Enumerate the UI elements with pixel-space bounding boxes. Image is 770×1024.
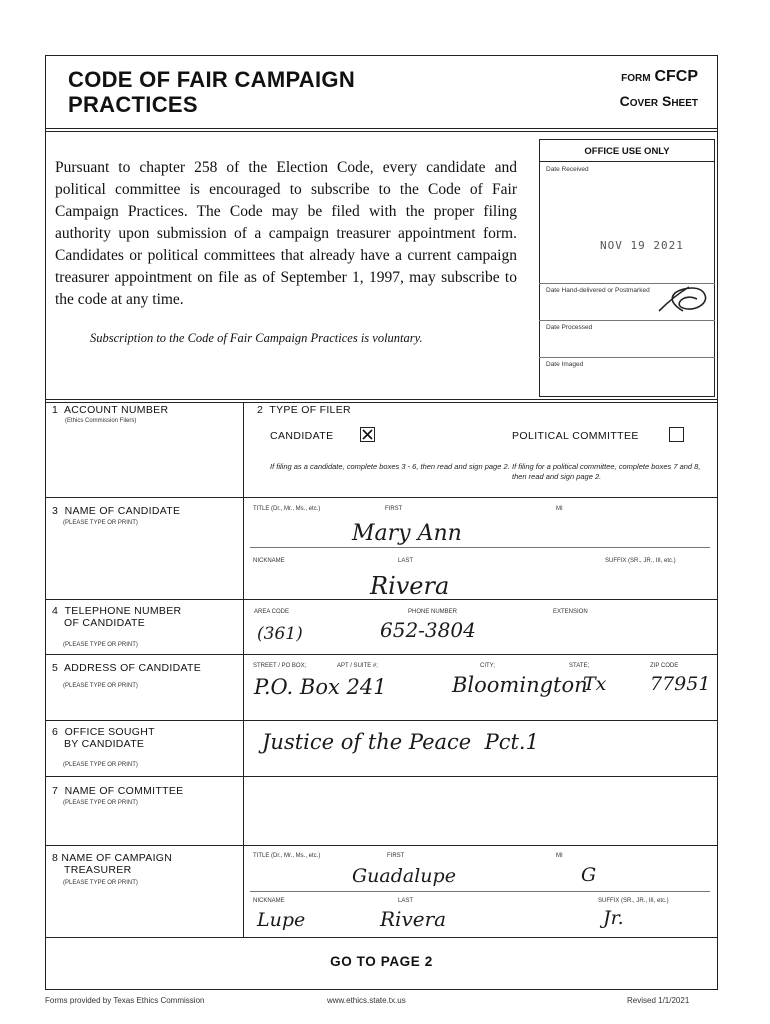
office-use-divider-4 [539,357,715,358]
section-4-label [52,605,181,629]
area-code-value[interactable]: (361) [257,624,303,644]
treasurer-suffix-label: SUFFIX (SR., JR., III, etc.) [598,898,669,904]
candidate-mi-label: MI [556,506,563,512]
treasurer-last-value[interactable]: Rivera [380,907,447,931]
street-label: STREET / PO BOX; [253,663,307,669]
section-2-label [257,404,351,416]
office-sought-value[interactable]: Justice of the Peace Pct.1 [262,730,539,754]
header-divider-2 [45,131,718,132]
zip-label: ZIP CODE [650,663,679,669]
date-received-label: Date Received [546,166,589,173]
section-7-title: NAME OF COMMITTEE [64,785,184,797]
voluntary-note: Subscription to the Code of Fair Campaign Practices is voluntary. [90,331,423,345]
section-4-number: 4 [52,605,59,617]
go-to-page-2: GO TO PAGE 2 [330,954,433,969]
committee-note: If filing for a political committee, complete boxes 7 and 8, then read and sign page 2. [512,462,701,481]
cover-sheet-label: Cover Sheet [619,93,698,109]
section-8-title-line1: NAME OF CAMPAIGN [61,852,173,864]
grid-column-divider [243,402,244,937]
candidate-checkbox[interactable] [360,427,375,442]
city-label: CITY; [480,663,495,669]
extension-label: EXTENSION [553,609,588,615]
committee-option-label: POLITICAL COMMITTEE [512,430,639,442]
section-2-number: 2 [257,404,264,416]
office-use-divider [539,161,715,162]
grid-line-5 [45,720,718,721]
candidate-title-label: TITLE (Dr., Mr., Ms., etc.) [253,506,321,512]
zip-value[interactable]: 77951 [650,673,711,695]
office-use-box [539,139,715,397]
section-5-title: ADDRESS OF CANDIDATE [64,662,202,674]
section-2-title: TYPE OF FILER [269,404,351,416]
section-8-title-line2: TREASURER [64,864,132,876]
state-value[interactable]: Tx [583,673,607,695]
treasurer-nickname-label: NICKNAME [253,898,285,904]
section-1-title: ACCOUNT NUMBER [64,404,169,416]
form-code-value: CFCP [654,68,698,85]
section-3-title: NAME OF CANDIDATE [64,505,181,517]
candidate-last-label: LAST [398,558,414,564]
phone-label: PHONE NUMBER [408,609,458,615]
form-title [68,67,355,117]
treasurer-mi-label: MI [556,853,563,859]
checkmark-icon [361,428,374,441]
section-6-sub: (PLEASE TYPE OR PRINT) [63,762,138,768]
section-5-number: 5 [52,662,59,674]
grid-line-1 [45,399,718,400]
grid-line-7 [45,845,718,846]
treasurer-name-divider [250,891,710,892]
section-8-sub: (PLEASE TYPE OR PRINT) [63,880,138,886]
treasurer-first-label: FIRST [387,853,405,859]
form-prefix: FORM [621,73,651,84]
form-title-line2: PRACTICES [68,92,198,117]
date-imaged-label: Date Imaged [546,361,584,368]
section-5-label [52,662,201,674]
section-4-title-line2: OF CANDIDATE [64,617,145,629]
treasurer-first-value[interactable]: Guadalupe [352,865,456,887]
section-3-sub: (PLEASE TYPE OR PRINT) [63,520,138,526]
candidate-note: If filing as a candidate, complete boxes 3 - 6, then read and sign page 2. [270,462,510,471]
section-3-number: 3 [52,505,59,517]
section-6-label [52,726,155,750]
candidate-name-divider [250,547,710,548]
candidate-suffix-label: SUFFIX (SR., JR., III, etc.) [605,558,676,564]
grid-line-8 [45,937,718,938]
footer-center: www.ethics.state.tx.us [327,996,406,1005]
candidate-last-value[interactable]: Rivera [370,572,450,600]
candidate-first-label: FIRST [385,506,403,512]
grid-line-2 [45,497,718,498]
section-3-label [52,505,180,517]
area-code-label: AREA CODE [254,609,290,615]
treasurer-last-label: LAST [398,898,414,904]
header-divider [45,128,718,129]
section-6-title-line2: BY CANDIDATE [64,738,145,750]
date-processed-label: Date Processed [546,324,593,331]
phone-value[interactable]: 652-3804 [380,618,476,642]
section-5-sub: (PLEASE TYPE OR PRINT) [63,683,138,689]
grid-line-6 [45,776,718,777]
date-hand-delivered-label: Date Hand-delivered or Postmarked [546,287,650,294]
section-1-sub: (Ethics Commission Filers) [65,418,137,424]
apt-label: APT / SUITE #; [337,663,378,669]
section-7-number: 7 [52,785,59,797]
section-8-label [52,852,172,876]
candidate-first-value[interactable]: Mary Ann [352,521,462,546]
section-7-label [52,785,183,797]
candidate-nickname-label: NICKNAME [253,558,285,564]
section-8-number: 8 [52,852,59,864]
candidate-option-label: CANDIDATE [270,430,334,442]
section-4-sub: (PLEASE TYPE OR PRINT) [63,642,138,648]
office-use-title: OFFICE USE ONLY [584,146,670,157]
section-6-title-line1: OFFICE SOUGHT [64,726,155,738]
received-stamp: NOV 19 2021 [600,239,684,252]
city-value[interactable]: Bloomington [452,673,588,697]
street-value[interactable]: P.O. Box 241 [254,675,387,699]
section-4-title-line1: TELEPHONE NUMBER [64,605,182,617]
form-title-line1: CODE OF FAIR CAMPAIGN [68,67,356,92]
grid-line-4 [45,654,718,655]
committee-checkbox[interactable] [669,427,684,442]
form-code [621,68,698,86]
state-label: STATE; [569,663,590,669]
treasurer-mi-value[interactable]: G [581,864,597,886]
section-7-sub: (PLEASE TYPE OR PRINT) [63,800,138,806]
grid-line-1b [45,402,718,403]
initials-scribble [655,281,710,319]
section-1-number: 1 [52,404,59,416]
footer-left: Forms provided by Texas Ethics Commission [45,996,205,1005]
treasurer-suffix-value[interactable]: Jr. [603,907,624,929]
intro-paragraph: Pursuant to chapter 258 of the Election Code, every candidate and political committee is encouraged to subscribe to the Code of Fair Campaign Practices. The Code may be filed with the proper filing authority upon submission of a campaign treasurer appointment form. Candidates or political committees that already have a current campaign treasurer appointment on file as of September 1, 1997, may subscribe to the code at any time. [55,159,517,308]
footer-right: Revised 1/1/2021 [627,996,690,1005]
treasurer-nickname-value[interactable]: Lupe [257,909,306,931]
section-1-label [52,404,168,416]
treasurer-title-label: TITLE (Dr., Mr., Ms., etc.) [253,853,321,859]
office-use-divider-3 [539,320,715,321]
section-6-number: 6 [52,726,59,738]
